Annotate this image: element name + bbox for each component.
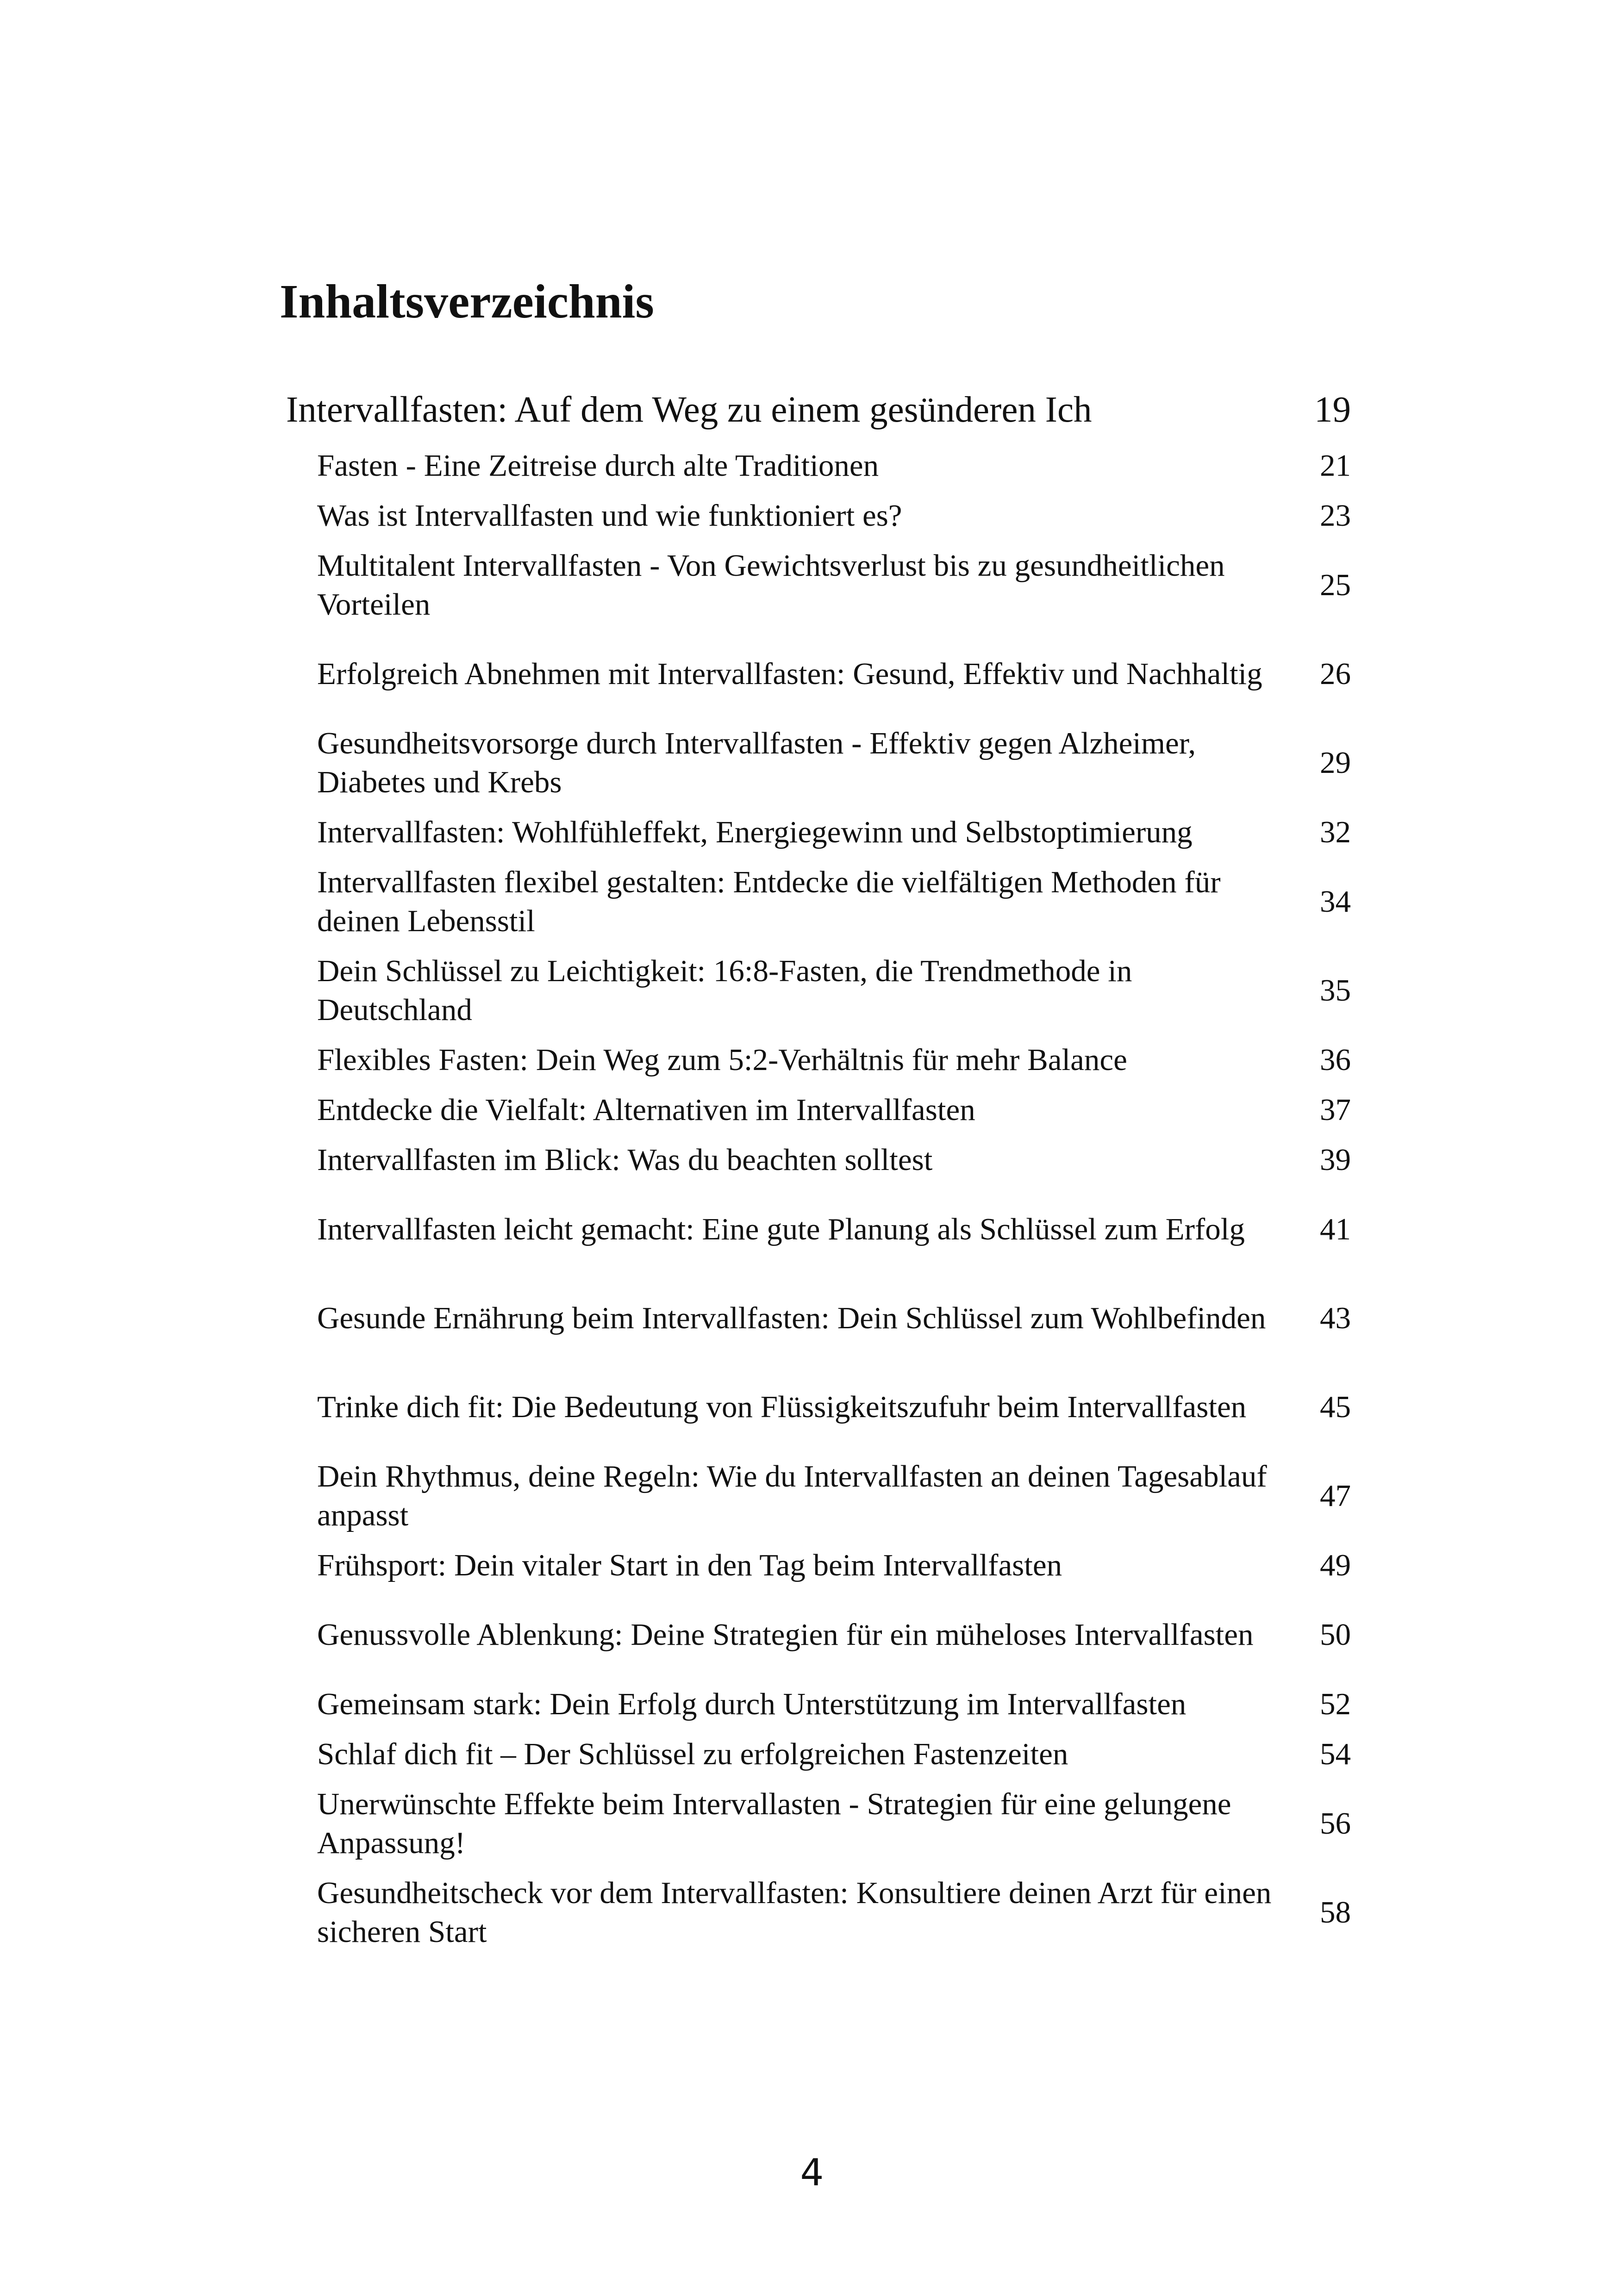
toc-entry-title: Frühsport: Dein vitaler Start in den Tag beim Intervallfasten (317, 1548, 1062, 1582)
toc-entry[interactable] (286, 491, 1351, 541)
toc-entry-title: Dein Rhythmus, deine Regeln: Wie du Intervallfasten an deinen Tagesablauf anpasst (317, 1459, 1267, 1532)
toc-entry-page: 49 (1320, 1548, 1351, 1582)
toc-entry-page: 19 (1314, 390, 1351, 430)
toc-entry[interactable] (286, 946, 1351, 1035)
toc-entry-title: Dein Schlüssel zu Leichtigkeit: 16:8-Fasten, die Trendmethode in Deutschland (317, 954, 1132, 1027)
toc-entry-page: 43 (1320, 1301, 1351, 1335)
toc-entry-title: Gesundheitsvorsorge durch Intervallfasten - Effektiv gegen Alzheimer, Diabetes und Krebs (317, 726, 1196, 799)
toc-entry-page: 50 (1320, 1618, 1351, 1652)
toc-entry[interactable] (286, 441, 1351, 491)
toc-entry-title: Unerwünschte Effekte beim Intervallasten - Strategien für eine gelungene Anpassung! (317, 1787, 1231, 1860)
toc-entry[interactable] (286, 1274, 1351, 1363)
toc-entry-page: 39 (1320, 1143, 1351, 1177)
toc-entry[interactable] (286, 1451, 1351, 1540)
toc-entry[interactable] (286, 1779, 1351, 1868)
toc-entry-page: 37 (1320, 1093, 1351, 1127)
toc-entry[interactable] (286, 718, 1351, 807)
toc-entry-title: Multitalent Intervallfasten - Von Gewichtsverlust bis zu gesundheitlichen Vorteilen (317, 548, 1225, 622)
toc-entry-page: 23 (1320, 498, 1351, 533)
toc-entry-page: 52 (1320, 1687, 1351, 1721)
toc-entry[interactable] (286, 1363, 1351, 1451)
toc-entry-page: 21 (1320, 448, 1351, 483)
table-of-contents (286, 380, 1351, 1957)
toc-entry-title: Schlaf dich fit – Der Schlüssel zu erfolgreichen Fastenzeiten (317, 1737, 1068, 1771)
toc-entry-page: 54 (1320, 1737, 1351, 1771)
toc-entry-title: Genussvolle Ablenkung: Deine Strategien für ein müheloses Intervallfasten (317, 1618, 1254, 1652)
toc-entry-title: Fasten - Eine Zeitreise durch alte Traditionen (317, 448, 879, 483)
toc-entry[interactable] (286, 1185, 1351, 1274)
toc-entry-page: 56 (1320, 1806, 1351, 1841)
toc-entry[interactable] (286, 1590, 1351, 1679)
toc-entry[interactable] (286, 1868, 1351, 1957)
toc-entry-title: Was ist Intervallfasten und wie funktioniert es? (317, 498, 902, 533)
toc-entry[interactable] (286, 1035, 1351, 1085)
toc-entry-page: 58 (1320, 1895, 1351, 1929)
toc-entry-title: Trinke dich fit: Die Bedeutung von Flüssigkeitszufuhr beim Intervallfasten (317, 1390, 1247, 1424)
toc-entry[interactable] (286, 1679, 1351, 1729)
toc-entry-title: Intervallfasten im Blick: Was du beachten solltest (317, 1143, 933, 1177)
toc-entry[interactable] (286, 807, 1351, 857)
toc-entry-page: 41 (1320, 1212, 1351, 1246)
toc-entry[interactable] (286, 1540, 1351, 1590)
toc-entry-title: Entdecke die Vielfalt: Alternativen im Intervallfasten (317, 1093, 975, 1127)
toc-entry-title: Intervallfasten leicht gemacht: Eine gute Planung als Schlüssel zum Erfolg (317, 1212, 1245, 1246)
toc-entry-title: Intervallfasten: Wohlfühleffekt, Energiegewinn und Selbstoptimierung (317, 815, 1193, 849)
toc-entry-title: Gesundheitscheck vor dem Intervallfasten: Konsultiere deinen Arzt für einen sicheren Start (317, 1876, 1272, 1949)
toc-entry-page: 29 (1320, 746, 1351, 780)
toc-entry[interactable] (286, 1729, 1351, 1779)
toc-entry[interactable] (286, 629, 1351, 718)
toc-entry-page: 26 (1320, 657, 1351, 691)
toc-entry-page: 25 (1320, 568, 1351, 602)
toc-entry-title: Gemeinsam stark: Dein Erfolg durch Unterstützung im Intervallfasten (317, 1687, 1187, 1721)
toc-entry-title: Intervallfasten: Auf dem Weg zu einem gesünderen Ich (286, 390, 1092, 430)
toc-entry-title: Gesunde Ernährung beim Intervallfasten: Dein Schlüssel zum Wohlbefinden (317, 1301, 1266, 1335)
toc-heading: Inhaltsverzeichnis (280, 275, 654, 328)
toc-entry[interactable] (286, 1085, 1351, 1135)
toc-entry-page: 45 (1320, 1390, 1351, 1424)
toc-entry[interactable] (286, 1135, 1351, 1185)
toc-entry-chapter[interactable] (286, 380, 1351, 441)
toc-entry-page: 32 (1320, 815, 1351, 849)
toc-entry[interactable] (286, 857, 1351, 946)
toc-entry-page: 36 (1320, 1043, 1351, 1077)
toc-entry[interactable] (286, 541, 1351, 629)
page-number: 4 (800, 2151, 824, 2194)
toc-entry-title: Flexibles Fasten: Dein Weg zum 5:2-Verhältnis für mehr Balance (317, 1043, 1127, 1077)
toc-entry-page: 47 (1320, 1479, 1351, 1513)
toc-entry-title: Erfolgreich Abnehmen mit Intervallfasten: Gesund, Effektiv und Nachhaltig (317, 657, 1262, 691)
toc-entry-title: Intervallfasten flexibel gestalten: Entdecke die vielfältigen Methoden für deinen Lebensstil (317, 865, 1221, 938)
toc-entry-page: 34 (1320, 884, 1351, 919)
toc-entry-page: 35 (1320, 973, 1351, 1008)
